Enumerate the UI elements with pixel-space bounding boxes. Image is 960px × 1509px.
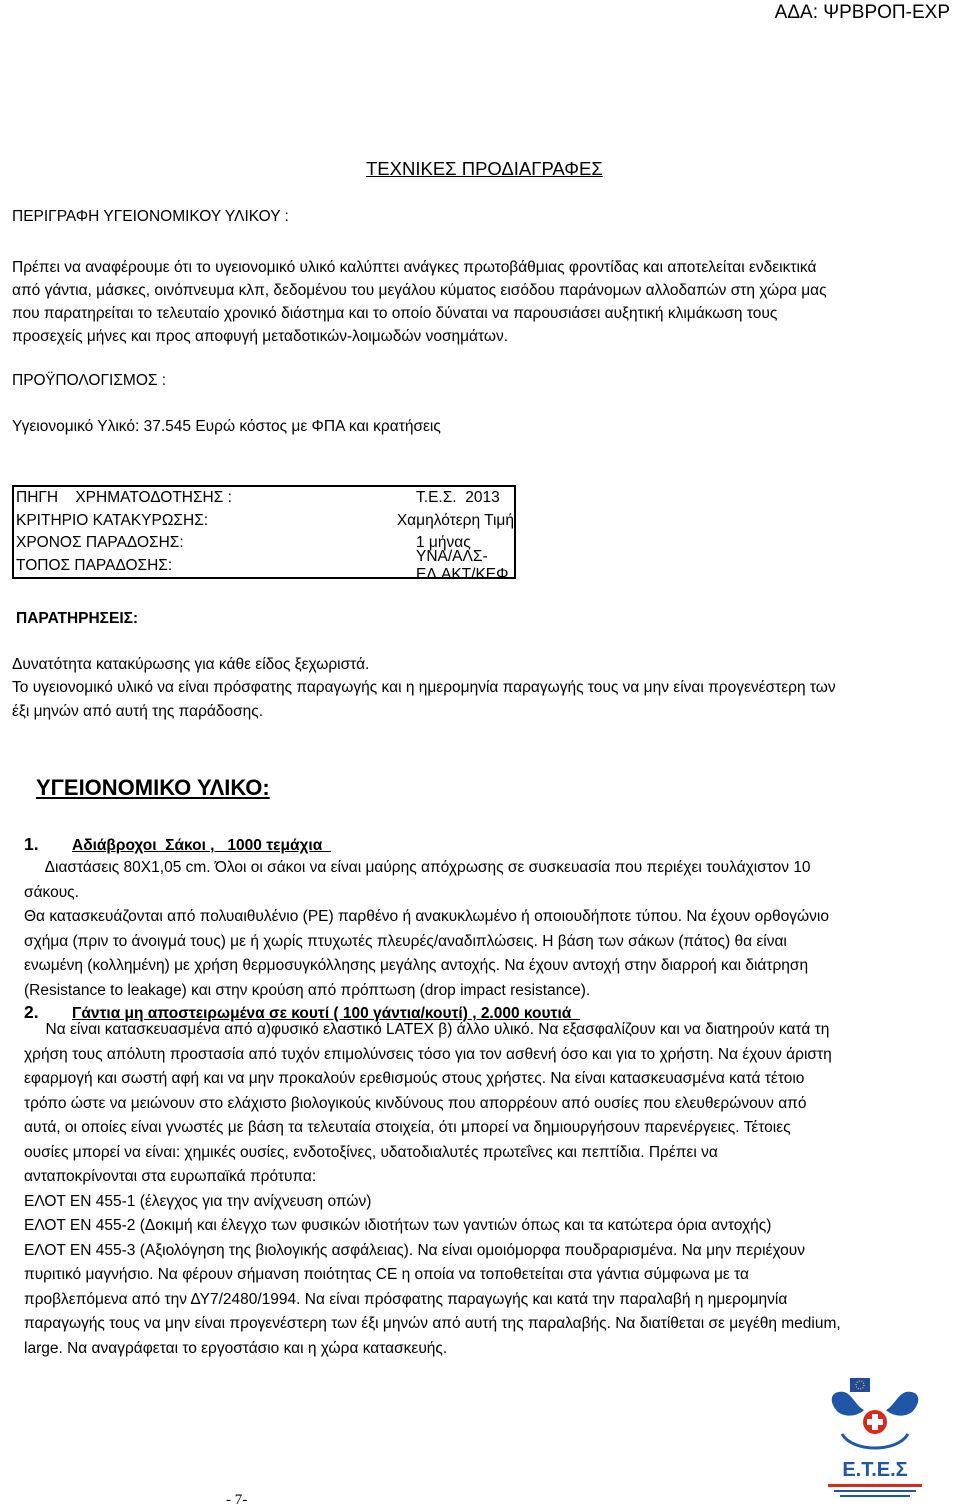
body-line: ουσίες μπορεί να είναι: χημικές ουσίες, ενδοτοξίνες, υδατοδιαλυτές πρωτεΐνες και πεπτίδια. Πρέπει να [24,1143,718,1161]
info-row [14,547,514,583]
cross-icon [867,1419,883,1425]
body-line: αυτά, οι οποίες είναι γνωστές με βάση τα τελευταία στοιχεία, ότι μπορεί να δημιουργήσουν παρενέργειες. Τέτοιες [24,1119,791,1136]
body-line: ενωμένη (κολλημένη) με χρήση θερμοσυγκόλλησης μεγάλης αντοχής. Να έχουν αντοχή στην διαρροή και διάτρηση [24,957,809,974]
body-line: σάκους. [24,883,79,901]
info-key: ΧΡΟΝΟΣ ΠΑΡΑΔΟΣΗΣ: [16,534,184,552]
info-row [14,510,514,533]
intro-paragraph [12,256,952,348]
body-line: ΕΛΟΤ ΕΝ 455-3 (Αξιολόγηση της βιολογικής ασφάλειας). Να είναι ομοιόμορφα πουδραρισμένα. Να μην περιέχουν [24,1241,806,1259]
info-value: Τ.Ε.Σ. 2013 [416,489,500,507]
item-title: Γάντια μη αποστειρωμένα σε κουτί ( 100 γάντια/κουτί) , 2.000 κουτιά [72,1005,580,1022]
info-table [12,485,516,583]
body-line: ΕΛΟΤ ΕΝ 455-1 (έλεγχος για την ανίχνευση οπών) [24,1192,372,1210]
intro-line: προσεχείς μήνες και προς αποφυγή μεταδοτικών-λοιμωδών νοσημάτων. [12,328,509,345]
logo-background [808,1372,942,1502]
item-1-heading [24,834,331,855]
ada-header: ΑΔΑ: ΨΡΒΡΟΠ-ΕΧΡ [774,2,950,23]
item-2-body [24,1018,956,1361]
body-line: εφαρμογή και σωστή αφή και να μην προκαλούν ερεθισμούς στους χρήστες. Να είναι κατασκευασμένα κατά τέτοιο [24,1070,805,1087]
body-line: προβλεπόμενα από την ΔΥ7/2480/1994. Να είναι πρόσφατης παραγωγής και κατά την παραλαβή η ημερομηνία [24,1290,788,1308]
intro-line: από γάντια, μάσκες, οινόπνευμα κλπ, δεδομένου του μεγάλου κύματος εισόδου παράνομων αλλοδαπών στη χώρα μας [12,282,827,299]
body-line: πυριτικό μαγνήσιο. Να φέρουν σήμανση ποιότητας CE η οποία να τοποθετείται στα γάντια σύμφωνα με τα [24,1266,749,1283]
budget-label: ΠΡΟΫΠΟΛΟΓΙΣΜΟΣ : [12,372,167,389]
logo-caption-line [840,1495,910,1497]
intro-line: Πρέπει να αναφέρουμε ότι το υγειονομικό υλικό καλύπτει ανάγκες πρωτοβάθμιας φροντίδας και αποτελείται ενδεικτικά [12,259,817,276]
info-value: Χαμηλότερη Τιμή [392,511,514,529]
remarks-label: ΠΑΡΑΤΗΡΗΣΕΙΣ: [16,610,139,627]
logo-underline [828,1484,922,1487]
eu-flag-icon [850,1378,870,1392]
remarks-line: Το υγειονομικό υλικό να είναι πρόσφατης παραγωγής και η ημερομηνία παραγωγής τους να μην είναι προγενέστερη των [12,679,836,696]
body-line: χρήση τους απόλυτη προστασία από τυχόν επιμολύνσεις τόσο για τον ασθενή όσο και για το χρήστη. Να έχουν άριστη [24,1045,832,1063]
remarks-line: έξι μηνών από αυτή της παράδοσης. [12,703,264,720]
body-line: τρόπο ώστε να μειώνουν στο ελάχιστο βιολογικούς κινδύνους που απορρέουν από ουσίες που ελευθερώνουν από [24,1094,807,1112]
item-number: 1. [24,834,39,854]
budget-text: Υγειονομικό Υλικό: 37.545 Ευρώ κόστος με ΦΠΑ και κρατήσεις [12,418,441,435]
body-line: Να είναι κατασκευασμένα από α)φυσικό ελαστικό LATEX β) άλλο υλικό. Να εξασφαλίζουν και να διατηρούν κατά τη [24,1021,830,1038]
body-line: (Resistance to leakage) και στην κρούση από πρόπτωση (drop impact resistance). [24,981,591,999]
hygiene-title: ΥΓΕΙΟΝΟΜΙΚΟ ΥΛΙΚΟ: [36,775,270,800]
item-number: 2. [24,1002,39,1022]
body-line: Διαστάσεις 80Χ1,05 cm. Όλοι οι σάκοι να είναι μαύρης απόχρωσης σε συσκευασία που περιέχει τουλάχιστον 10 [24,859,811,876]
tes-logo [808,1372,942,1502]
info-value: ΥΝΑ/ΑΛΣ-ΕΛ.ΑΚΤ/ΚΕΦ [416,547,509,583]
body-line: ανταποκρίνονται στα ευρωπαϊκά πρότυπα: [24,1168,317,1185]
body-line: παραγωγής τους να μην είναι προγενέστερη των έξι μηνών από αυτή της παραλαβής. Να διατίθεται σε μεγέθη medium, [24,1315,841,1332]
info-value: 1 μήνας [416,534,471,552]
body-line: σχήμα (πριν το άνοιγμά τους) με ή χωρίς πτυχωτές πλευρές/αναδιπλώσεις. Η βάση των σάκων (πάτος) θα είναι [24,932,787,950]
logo-text: Ε.Τ.Ε.Σ [842,1459,908,1481]
body-line: Θα κατασκευάζονται από πολυαιθυλένιο (PE) παρθένο ή ανακυκλωμένο ή οποιουδήποτε τύπου. Να έχουν ορθογώνιο [24,908,829,925]
info-key: ΚΡΙΤΗΡΙΟ ΚΑΤΑΚΥΡΩΣΗΣ: [16,511,209,529]
item-title: Αδιάβροχοι Σάκοι , 1000 τεμάχια [72,837,331,854]
body-line: ΕΛΟΤ ΕΝ 455-2 (Δοκιμή και έλεγχο των φυσικών ιδιοτήτων των γαντιών όπως και τα κατώτερα όρια αντοχής) [24,1217,772,1234]
section-subtitle: ΠΕΡΙΓΡΑΦΗ ΥΓΕΙΟΝΟΜΙΚΟΥ ΥΛΙΚΟΥ : [12,208,289,225]
info-key: ΠΗΓΗ ΧΡΗΜΑΤΟΔΟΤΗΣΗΣ : [16,489,232,507]
info-row [14,487,514,510]
page-title: ΤΕΧΝΙΚΕΣ ΠΡΟΔΙΑΓΡΑΦΕΣ [366,158,603,179]
info-key: ΤΟΠΟΣ ΠΑΡΑΔΟΣΗΣ: [16,556,173,574]
page-number: - 7- [226,1492,248,1508]
intro-line: που παρατηρείται το τελευταίο χρονικό διάστημα και το οποίο δύναται να παρουσιάσει αυξητική κλιμάκωση τους [12,305,778,322]
remarks-line: Δυνατότητα κατακύρωσης για κάθε είδος ξεχωριστά. [12,656,370,673]
item-1-body [24,856,956,1003]
logo-caption-line [834,1490,916,1492]
body-line: large. Να αναγράφεται το εργοστάσιο και η χώρα κατασκευής. [24,1339,448,1357]
